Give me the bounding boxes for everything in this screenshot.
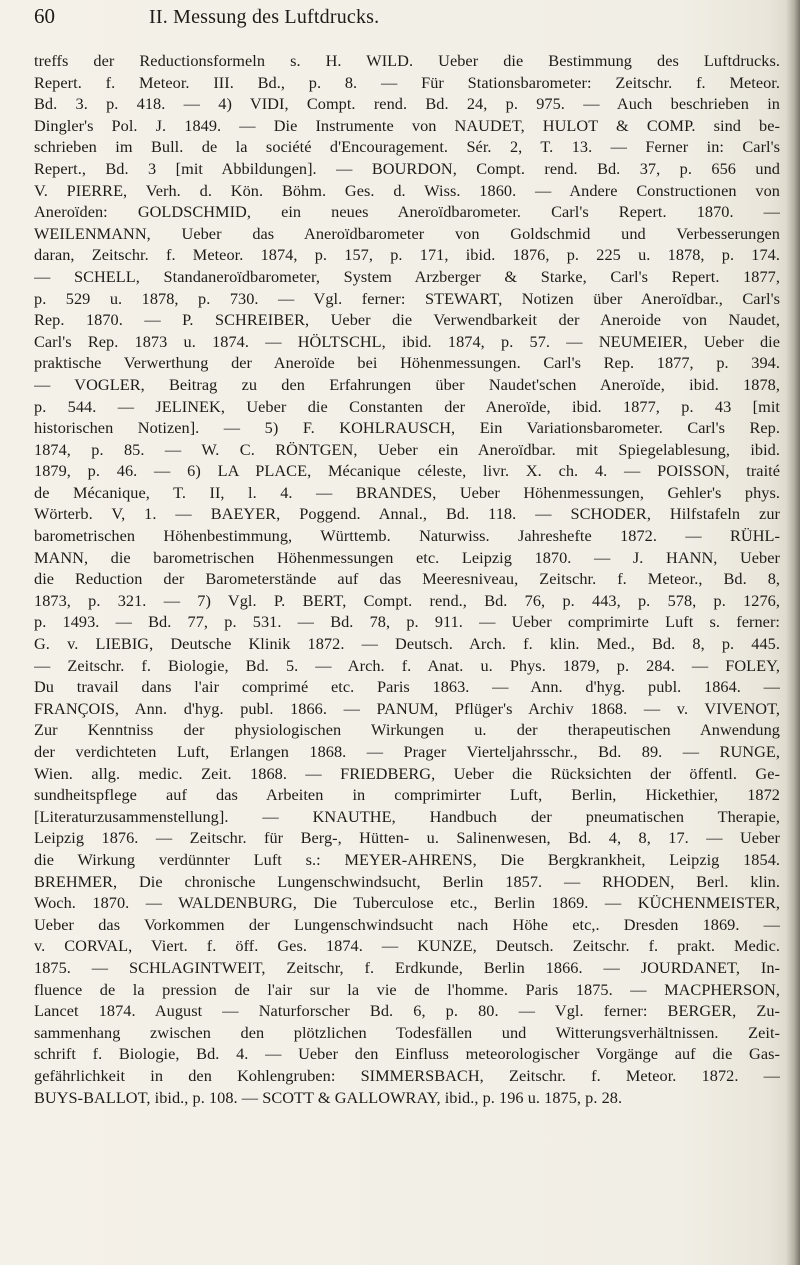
text-line: praktische Verwerthung der Aneroïde bei Höhenmessungen. Carl's Rep. 1877, p. 394. xyxy=(34,353,780,373)
text-line: 1875. — SCHLAGINTWEIT, Zeitschr, f. Erdkunde, Berlin 1866. — JOURDANET, In- xyxy=(34,957,780,977)
running-head: II. Messung des Luftdrucks. xyxy=(149,6,380,28)
text-line: 1879, p. 46. — 6) LA PLACE, Mécanique céleste, livr. X. ch. 4. — POISSON, traité xyxy=(34,461,780,481)
page-number: 60 xyxy=(34,4,55,28)
text-line: die Reduction der Barometerstände auf das Meeresniveau, Zeitschr. f. Meteor., Bd. 8, xyxy=(34,569,780,589)
text-line: Zur Kenntniss der physiologischen Wirkungen u. der therapeutischen Anwendung xyxy=(34,720,780,740)
text-line: daran, Zeitschr. f. Meteor. 1874, p. 157, p. 171, ibid. 1876, p. 225 u. 1878, p. 174. xyxy=(34,245,780,265)
text-line: de Mécanique, T. II, l. 4. — BRANDES, Ueber Höhenmessungen, Gehler's phys. xyxy=(34,482,780,502)
text-line: [Literaturzusammenstellung]. — KNAUTHE, Handbuch der pneumatischen Therapie, xyxy=(34,806,780,826)
text-line: 1873, p. 321. — 7) Vgl. P. BERT, Compt. rend., Bd. 76, p. 443, p. 578, p. 1276, xyxy=(34,590,780,610)
text-line: WEILENMANN, Ueber das Aneroïdbarometer von Goldschmid und Verbesserungen xyxy=(34,223,780,243)
text-line: barometrischen Höhenbestimmung, Württemb. Naturwiss. Jahreshefte 1872. — RÜHL- xyxy=(34,526,780,546)
page-edge-shadow xyxy=(786,0,800,1265)
text-line: Woch. 1870. — WALDENBURG, Die Tuberculose etc., Berlin 1869. — KÜCHENMEISTER, xyxy=(34,893,780,913)
text-line: 1874, p. 85. — W. C. RÖNTGEN, Ueber ein Aneroïdbar. mit Spiegelablesung, ibid. xyxy=(34,439,780,459)
text-line: gefährlichkeit in den Kohlengruben: SIMMERSBACH, Zeitschr. f. Meteor. 1872. — xyxy=(34,1065,780,1085)
text-line: fluence de la pression de l'air sur la vie de l'homme. Paris 1875. — MACPHERSON, xyxy=(34,979,780,999)
text-line: Carl's Rep. 1873 u. 1874. — HÖLTSCHL, ibid. 1874, p. 57. — NEUMEIER, Ueber die xyxy=(34,331,780,351)
text-line: Dingler's Pol. J. 1849. — Die Instrumente von NAUDET, HULOT & COMP. sind be- xyxy=(34,115,780,135)
text-line: — VOGLER, Beitrag zu den Erfahrungen über Naudet'schen Aneroïde, ibid. 1878, xyxy=(34,374,780,394)
text-line: Wörterb. V, 1. — BAEYER, Poggend. Annal., Bd. 118. — SCHODER, Hilfstafeln zur xyxy=(34,504,780,524)
text-line: V. PIERRE, Verh. d. Kön. Böhm. Ges. d. Wiss. 1860. — Andere Constructionen von xyxy=(34,180,780,200)
text-line: G. v. LIEBIG, Deutsche Klinik 1872. — Deutsch. Arch. f. klin. Med., Bd. 8, p. 445. xyxy=(34,634,780,654)
text-line: Aneroïden: GOLDSCHMID, ein neues Aneroïdbarometer. Carl's Repert. 1870. — xyxy=(34,202,780,222)
text-line: schrift f. Biologie, Bd. 4. — Ueber den Einfluss meteorologischer Vorgänge auf die Gas- xyxy=(34,1044,780,1064)
page-header xyxy=(34,4,780,34)
text-line: p. 529 u. 1878, p. 730. — Vgl. ferner: STEWART, Notizen über Aneroïdbar., Carl's xyxy=(34,288,780,308)
text-line: BREHMER, Die chronische Lungenschwindsucht, Berlin 1857. — RHODEN, Berl. klin. xyxy=(34,871,780,891)
text-line: Repert. f. Meteor. III. Bd., p. 8. — Für Stationsbarometer: Zeitschr. f. Meteor. xyxy=(34,72,780,92)
text-line: Leipzig 1876. — Zeitschr. für Berg-, Hütten- u. Salinenwesen, Bd. 4, 8, 17. — Ueber xyxy=(34,828,780,848)
text-line: Rep. 1870. — P. SCHREIBER, Ueber die Verwendbarkeit der Aneroide von Naudet, xyxy=(34,310,780,330)
text-line: v. CORVAL, Viert. f. öff. Ges. 1874. — KUNZE, Deutsch. Zeitschr. f. prakt. Medic. xyxy=(34,936,780,956)
text-line: sammenhang zwischen den plötzlichen Todesfällen und Witterungsverhältnissen. Zeit- xyxy=(34,1022,780,1042)
text-line: Bd. 3. p. 418. — 4) VIDI, Compt. rend. Bd. 24, p. 975. — Auch beschrieben in xyxy=(34,94,780,114)
text-line: schrieben im Bull. de la société d'Encouragement. Sér. 2, T. 13. — Ferner in: Carl's xyxy=(34,137,780,157)
footnote-text-block xyxy=(34,50,780,1108)
text-line: — Zeitschr. f. Biologie, Bd. 5. — Arch. f. Anat. u. Phys. 1879, p. 284. — FOLEY, xyxy=(34,655,780,675)
text-line: p. 1493. — Bd. 77, p. 531. — Bd. 78, p. 911. — Ueber comprimirte Luft s. ferner: xyxy=(34,612,780,632)
text-line: der verdichteten Luft, Erlangen 1868. — Prager Vierteljahrsschr., Bd. 89. — RUNGE, xyxy=(34,742,780,761)
text-line: Du travail dans l'air comprimé etc. Paris 1863. — Ann. d'hyg. publ. 1864. — xyxy=(34,677,780,697)
text-line: FRANÇOIS, Ann. d'hyg. publ. 1866. — PANUM, Pflüger's Archiv 1868. — v. VIVENOT, xyxy=(34,698,780,718)
text-line: — SCHELL, Standaneroïdbarometer, System Arzberger & Starke, Carl's Repert. 1877, xyxy=(34,266,780,286)
text-line: Repert., Bd. 3 [mit Abbildungen]. — BOURDON, Compt. rend. Bd. 37, p. 656 und xyxy=(34,158,780,178)
text-line-last: BUYS-BALLOT, ibid., p. 108. — SCOTT & GALLOWRAY, ibid., p. 196 u. 1875, p. 28. xyxy=(34,1087,623,1107)
text-line: Wien. allg. medic. Zeit. 1868. — FRIEDBERG, Ueber die Rücksichten der öffentl. Ge- xyxy=(34,763,780,783)
text-line: p. 544. — JELINEK, Ueber die Constanten der Aneroïde, ibid. 1877, p. 43 [mit xyxy=(34,396,780,416)
text-line: sundheitspflege auf das Arbeiten in comprimirter Luft, Berlin, Hickethier, 1872 xyxy=(34,785,780,805)
text-line: treffs der Reductionsformeln s. H. WILD. Ueber die Bestimmung des Luftdrucks. xyxy=(34,51,780,70)
text-line: historischen Notizen]. — 5) F. KOHLRAUSCH, Ein Variationsbarometer. Carl's Rep. xyxy=(34,418,780,438)
text-line: Ueber das Vorkommen der Lungenschwindsucht nach Höhe etc,. Dresden 1869. — xyxy=(34,914,780,934)
text-line: Lancet 1874. August — Naturforscher Bd. 6, p. 80. — Vgl. ferner: BERGER, Zu- xyxy=(34,1001,780,1021)
text-line: die Wirkung verdünnter Luft s.: MEYER-AHRENS, Die Bergkrankheit, Leipzig 1854. xyxy=(34,849,780,869)
text-line: MANN, die barometrischen Höhenmessungen etc. Leipzig 1870. — J. HANN, Ueber xyxy=(34,547,780,567)
